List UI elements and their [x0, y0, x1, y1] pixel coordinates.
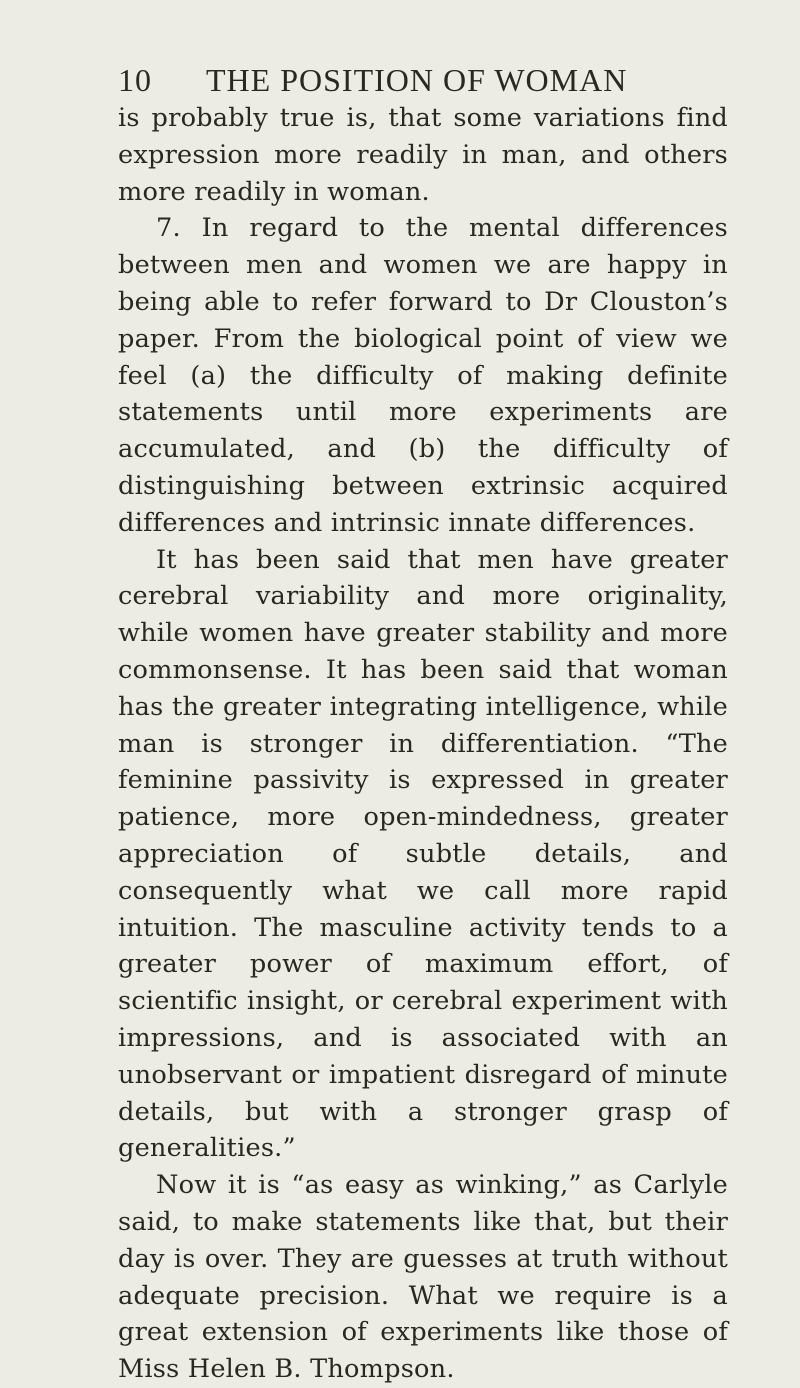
paragraph-cerebral-variability: It has been said that men have greater cerebral variability and more originality, while women have greater stability and more commonsense. It has been said that woman has the greater integrating intelligence, while man is stronger in differentiation. “The feminine passivity is expressed in greater patience, more open-mindedness, greater appreciation of subtle details, and consequently what we call more rapid intuition. The masculine activity tends to a greater power of maximum effort, of scientific insight, or cerebral experiment with impressions, and is associated with an unobservant or impatient disregard of minute details, but with a stronger grasp of generalities.”	[118, 544, 728, 1164]
body-text	[118, 100, 728, 1388]
running-title: THE POSITION OF WOMAN	[206, 62, 628, 98]
paragraph-carlyle: Now it is “as easy as winking,” as Carlyle said, to make statements like that, but their day is over. They are guesses at truth without adequate precision. What we require is a great extension of experiments like those of Miss Helen B. Thompson.	[118, 1170, 728, 1385]
page-number: 10	[118, 62, 152, 98]
paragraph-continuation: is probably true is, that some variations find expression more readily in man, and others more readily in woman.	[118, 103, 728, 207]
running-head	[118, 62, 678, 102]
paragraph-mental-differences: 7. In regard to the mental differences between men and women we are happy in being able to refer forward to Dr Clouston’s paper. From the biological point of view we feel (a) the difficulty of making definite statements until more experiments are accumulated, and (b) the difficulty of distinguishing between extrinsic acquired differences and intrinsic innate differences.	[118, 213, 728, 538]
